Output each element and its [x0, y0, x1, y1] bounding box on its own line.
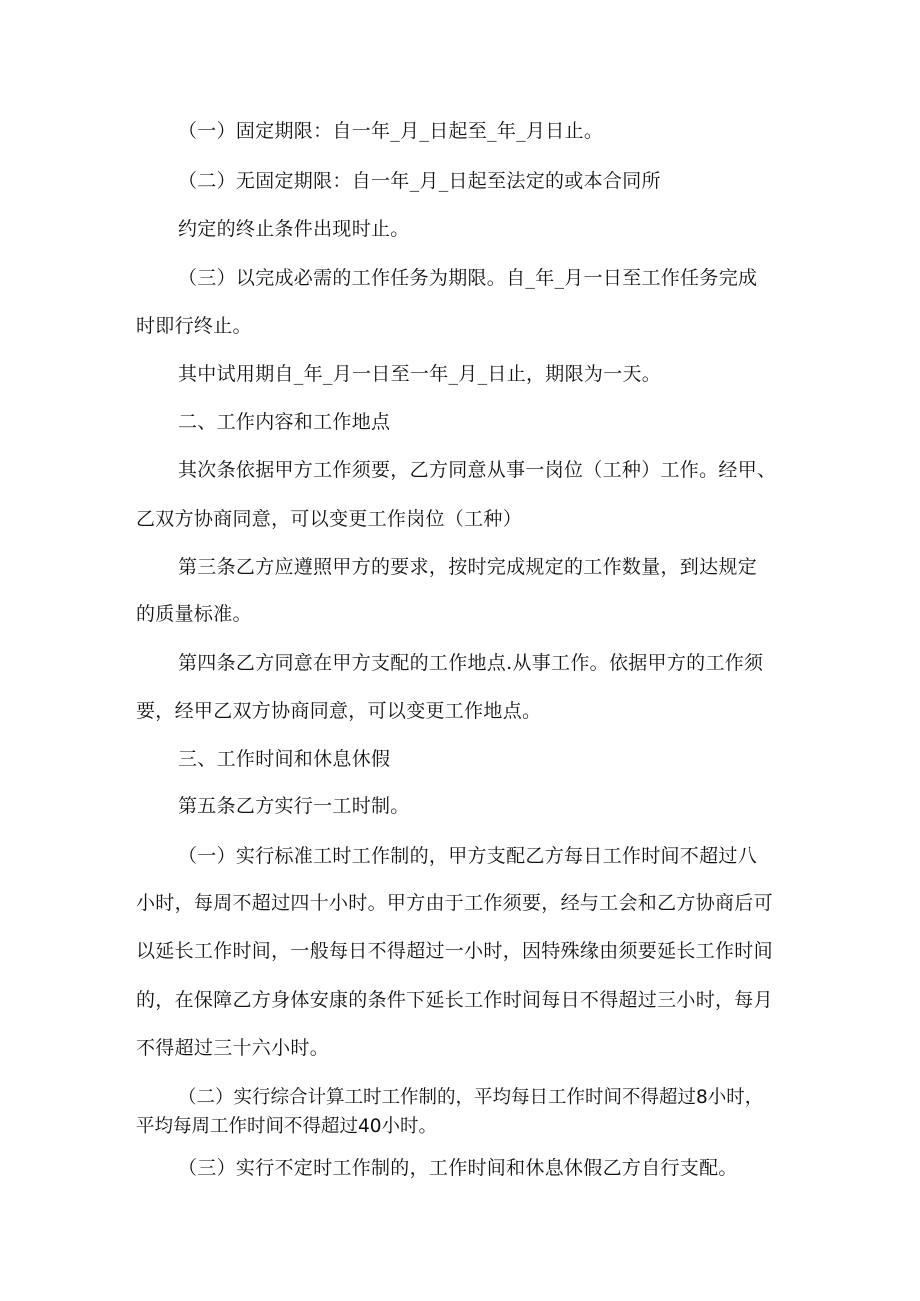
paragraph-line: 的质量标准。	[136, 603, 252, 625]
paragraph-line: 的，在保障乙方身体安康的条件下延长工作时间每日不得超过三小时，每月	[136, 989, 773, 1011]
paragraph-line: 约定的终止条件出现时止。	[178, 218, 410, 240]
paragraph-line: 平均每周工作时间不得超过40小时。	[136, 1116, 438, 1137]
paragraph-line: 乙双方协商同意，可以变更工作岗位（工种）	[136, 508, 523, 530]
paragraph-line: 第四条乙方同意在甲方支配的工作地点.从事工作。依据甲方的工作须	[178, 652, 764, 674]
paragraph-line: （三）实行不定时工作制的，工作时间和休息休假乙方自行支配。	[178, 1157, 738, 1179]
paragraph-line: 时即行终止。	[136, 315, 252, 337]
paragraph-line: 第五条乙方实行一工时制。	[178, 795, 410, 817]
section-heading: 三、工作时间和休息休假	[178, 748, 391, 770]
paragraph-line: 其次条依据甲方工作须要，乙方同意从事一岗位（工种）工作。经甲、	[178, 459, 777, 481]
paragraph-line: （一）实行标准工时工作制的，甲方支配乙方每日工作时间不超过八	[178, 845, 758, 867]
paragraph-line: （二）无固定期限：自一年_月_日起至法定的或本合同所	[178, 170, 661, 192]
section-heading: 二、工作内容和工作地点	[178, 411, 391, 433]
paragraph-line: （二）实行综合计算工时工作制的，平均每日工作时间不得超过8小时，	[178, 1087, 764, 1108]
paragraph-line: （三）以完成必需的工作任务为期限。自_年_月一日至工作任务完成	[178, 267, 758, 289]
paragraph-line: （一）固定期限：自一年_月_日起至_年_月日止。	[178, 120, 604, 142]
paragraph-line: 以延长工作时间，一般每日不得超过一小时，因特殊缘由须要延长工作时间	[136, 940, 773, 962]
paragraph-line: 不得超过三十六小时。	[136, 1037, 330, 1059]
paragraph-line: 其中试用期自_年_月一日至一年_月_日止，期限为一天。	[178, 363, 662, 385]
paragraph-line: 第三条乙方应遵照甲方的要求，按时完成规定的工作数量，到达规定	[178, 556, 758, 578]
paragraph-line: 要，经甲乙双方协商同意，可以变更工作地点。	[136, 700, 542, 722]
paragraph-line: 小时，每周不超过四十小时。甲方由于工作须要，经与工会和乙方协商后可	[136, 892, 773, 914]
